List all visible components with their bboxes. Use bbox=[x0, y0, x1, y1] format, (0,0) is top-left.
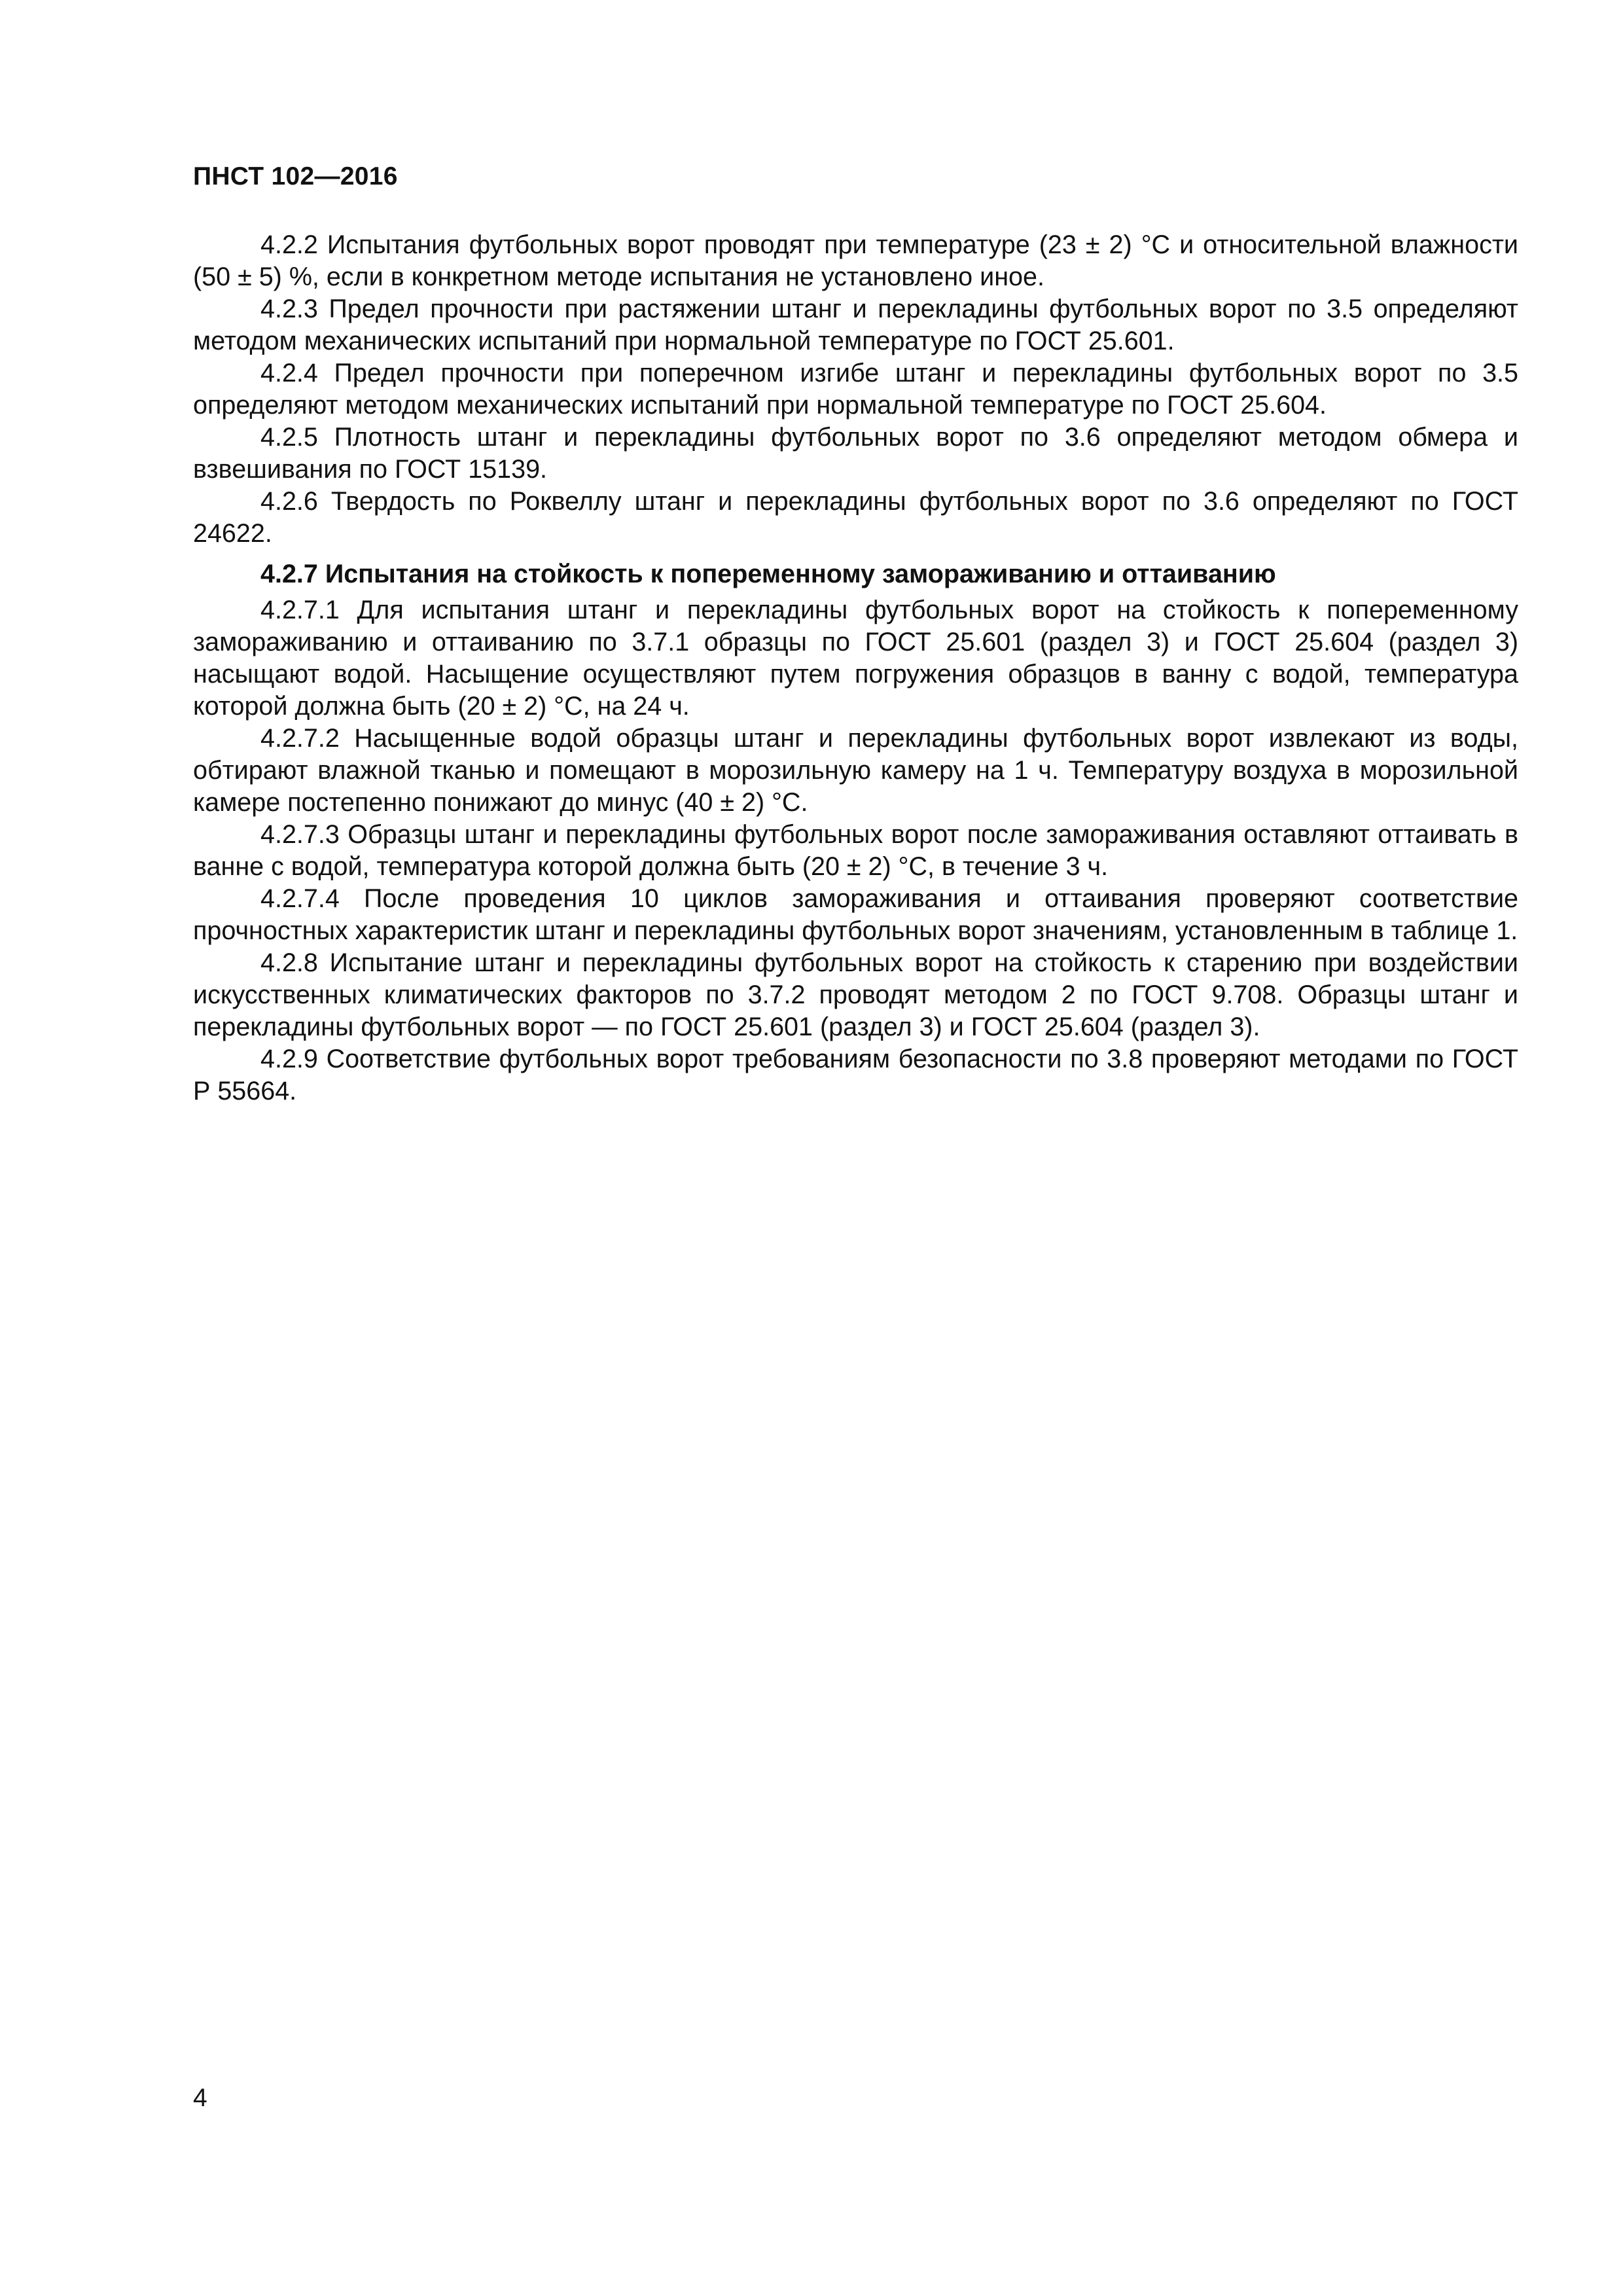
paragraph-4-2-2: 4.2.2 Испытания футбольных ворот проводят при температуре (23 ± 2) °С и относительной влажности (50 ± 5) %, если в конкретном методе испытания не установлено иное. bbox=[193, 230, 1518, 291]
paragraph-4-2-6: 4.2.6 Твердость по Роквеллу штанг и перекладины футбольных ворот по 3.6 определяют по ГОСТ 24622. bbox=[193, 487, 1518, 548]
section-heading-4-2-7: 4.2.7 Испытания на стойкость к попеременному замораживанию и оттаиванию bbox=[260, 560, 1276, 588]
paragraph-4-2-5: 4.2.5 Плотность штанг и перекладины футбольных ворот по 3.6 определяют методом обмера и взвешивания по ГОСТ 15139. bbox=[193, 423, 1518, 484]
paragraph-4-2-4: 4.2.4 Предел прочности при поперечном изгибе штанг и перекладины футбольных ворот по 3.5 определяют методом механических испытаний при нормальной температуре по ГОСТ 25.604. bbox=[193, 359, 1518, 420]
document-header: ПНСТ 102—2016 bbox=[193, 162, 398, 190]
page-number: 4 bbox=[193, 2084, 207, 2112]
paragraph-4-2-7-1: 4.2.7.1 Для испытания штанг и перекладины футбольных ворот на стойкость к попеременному замораживанию и оттаиванию по 3.7.1 образцы по ГОСТ 25.601 (раздел 3) и ГОСТ 25.604 (раздел 3) насыщают водой. Насыщение осуществляют путем погружения образцов в ванну с водой, температура которой должна быть (20 ± 2) °С, на 24 ч. bbox=[193, 596, 1518, 721]
paragraph-4-2-7-2: 4.2.7.2 Насыщенные водой образцы штанг и перекладины футбольных ворот извлекают из воды, обтирают влажной тканью и помещают в морозильную камеру на 1 ч. Температуру воздуха в морозильной камере постепенно понижают до минус (40 ± 2) °С. bbox=[193, 724, 1518, 817]
paragraph-4-2-7-4: 4.2.7.4 После проведения 10 циклов замораживания и оттаивания проверяют соответствие прочностных характеристик штанг и перекладины футбольных ворот значениям, установленным в таблице 1. bbox=[193, 884, 1518, 945]
paragraph-4-2-8: 4.2.8 Испытание штанг и перекладины футбольных ворот на стойкость к старению при воздействии искусственных климатических факторов по 3.7.2 проводят методом 2 по ГОСТ 9.708. Образцы штанг и перекладины футбольных ворот — по ГОСТ 25.601 (раздел 3) и ГОСТ 25.604 (раздел 3). bbox=[193, 948, 1518, 1041]
document-body bbox=[193, 229, 1518, 1107]
paragraph-4-2-3: 4.2.3 Предел прочности при растяжении штанг и перекладины футбольных ворот по 3.5 определяют методом механических испытаний при нормальной температуре по ГОСТ 25.601. bbox=[193, 295, 1518, 355]
paragraph-4-2-9: 4.2.9 Соответствие футбольных ворот требованиям безопасности по 3.8 проверяют методами по ГОСТ Р 55664. bbox=[193, 1045, 1518, 1105]
paragraph-4-2-7-3: 4.2.7.3 Образцы штанг и перекладины футбольных ворот после замораживания оставляют оттаивать в ванне с водой, температура которой должна быть (20 ± 2) °С, в течение 3 ч. bbox=[193, 820, 1518, 881]
